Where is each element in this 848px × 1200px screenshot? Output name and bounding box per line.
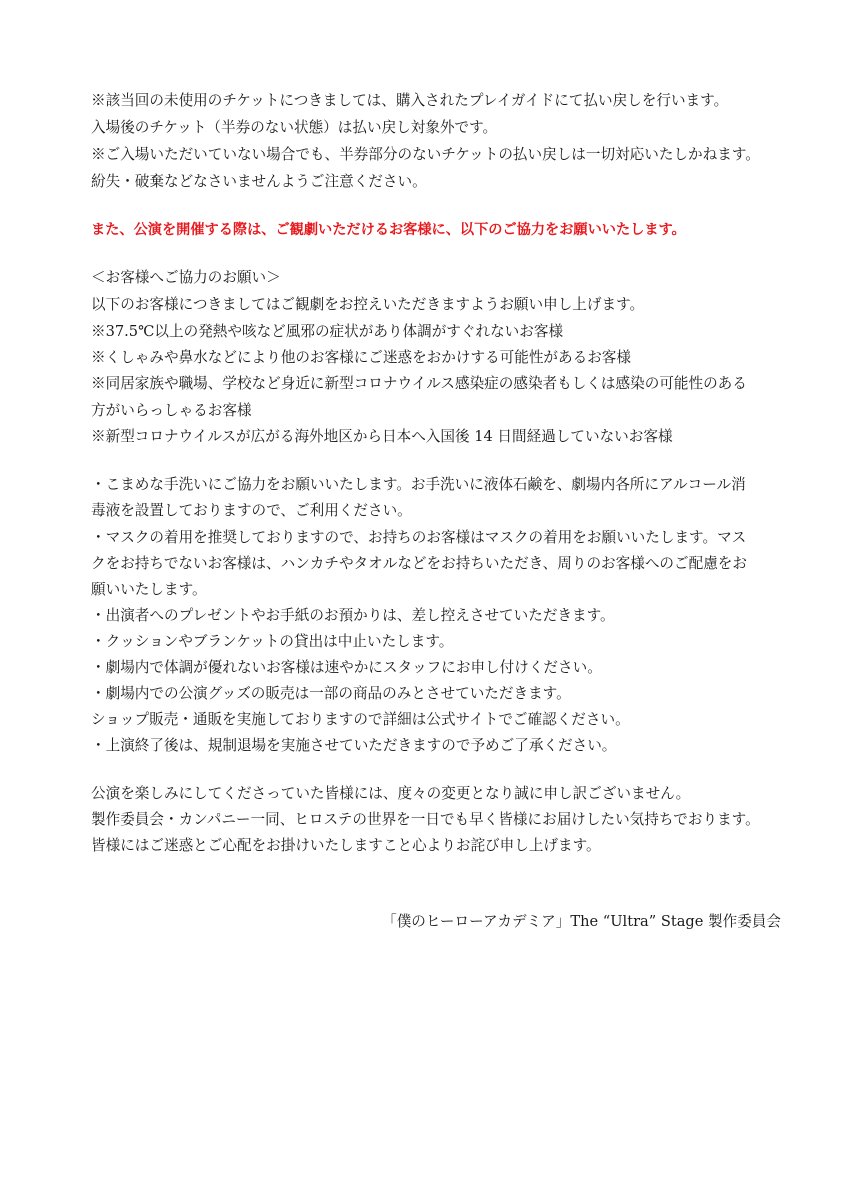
closing-line-3: 皆様にはご迷惑とご心配をお掛けいたしますこと心よりお詫び申し上げます。 <box>91 837 601 854</box>
measure-line-9: ・劇場内での公演グッズの販売は一部の商品のみとさせていただきます。 <box>91 685 571 702</box>
measure-line-6: ・出演者へのプレゼントやお手紙のお預かりは、差し控えさせていただきます。 <box>91 607 615 624</box>
measure-line-8: ・劇場内で体調が優れないお客様は速やかにスタッフにお申し付けください。 <box>91 659 602 676</box>
measure-line-7: ・クッションやブランケットの貸出は中止いたします。 <box>91 633 454 650</box>
measure-line-4: クをお持ちでないお客様は、ハンカチやタオルなどをお持ちいただき、周りのお客様へのご配慮をお <box>91 555 747 572</box>
request-line-5: 方がいらっしゃるお客様 <box>91 402 252 419</box>
request-line-3: ※くしゃみや鼻水などにより他のお客様にご迷惑をおかけする可能性があるお客様 <box>91 349 631 366</box>
closing-line-1: 公演を楽しみにしてくださっていた皆様には、度々の変更となり誠に申し訳ございません。 <box>91 785 691 802</box>
request-line-6: ※新型コロナウイルスが広がる海外地区から日本へ入国後 14 日間経過していないお客様 <box>91 428 673 445</box>
refund-line-3: ※ご入場いただいていない場合でも、半券部分のないチケットの払い戻しは一切対応いたしかねます。 <box>91 146 760 163</box>
request-line-4: ※同居家族や職場、学校など身近に新型コロナウイルス感染症の感染者もしくは感染の可能性のある <box>91 375 747 392</box>
request-line-2: ※37.5℃以上の発熱や咳など風邪の症状があり体調がすぐれないお客様 <box>91 323 564 340</box>
closing-line-2: 製作委員会・カンパニー一同、ヒロステの世界を一日でも早く皆様にお届けしたい気持ちでおります。 <box>91 811 760 828</box>
measure-line-1: ・こまめな手洗いにご協力をお願いいたします。お手洗いに液体石鹸を、劇場内各所にアルコール消 <box>91 476 746 493</box>
measure-line-10: ショップ販売・通販を実施しておりますので詳細は公式サイトでご確認ください。 <box>91 711 630 728</box>
request-line-1: 以下のお客様につきましてはご観劇をお控えいただきますようお願い申し上げます。 <box>91 296 645 313</box>
refund-line-4: 紛失・破棄などなさいませんようご注意ください。 <box>91 173 427 190</box>
measure-line-5: 願いいたします。 <box>91 581 207 598</box>
measure-line-3: ・マスクの着用を推奨しておりますので、お持ちのお客様はマスクの着用をお願いいたします。マス <box>91 529 747 546</box>
measure-line-11: ・上演終了後は、規制退場を実施させていただきますので予めご了承ください。 <box>91 737 617 754</box>
cooperation-notice: また、公演を開催する際は、ご観劇いただけるお客様に、以下のご協力をお願いいたします。 <box>91 222 686 238</box>
refund-line-1: ※該当回の未使用のチケットにつきましては、購入されたプレイガイドにて払い戻しを行います。 <box>91 92 729 109</box>
request-heading: ＜お客様へご協力のお願い＞ <box>91 269 281 286</box>
committee-signature: 「僕のヒーローアカデミア」The “Ultra” Stage 製作委員会 <box>382 913 781 930</box>
refund-line-2: 入場後のチケット（半券のない状態）は払い戻し対象外です。 <box>91 119 498 136</box>
measure-line-2: 毒液を設置しておりますので、ご利用ください。 <box>91 502 412 519</box>
